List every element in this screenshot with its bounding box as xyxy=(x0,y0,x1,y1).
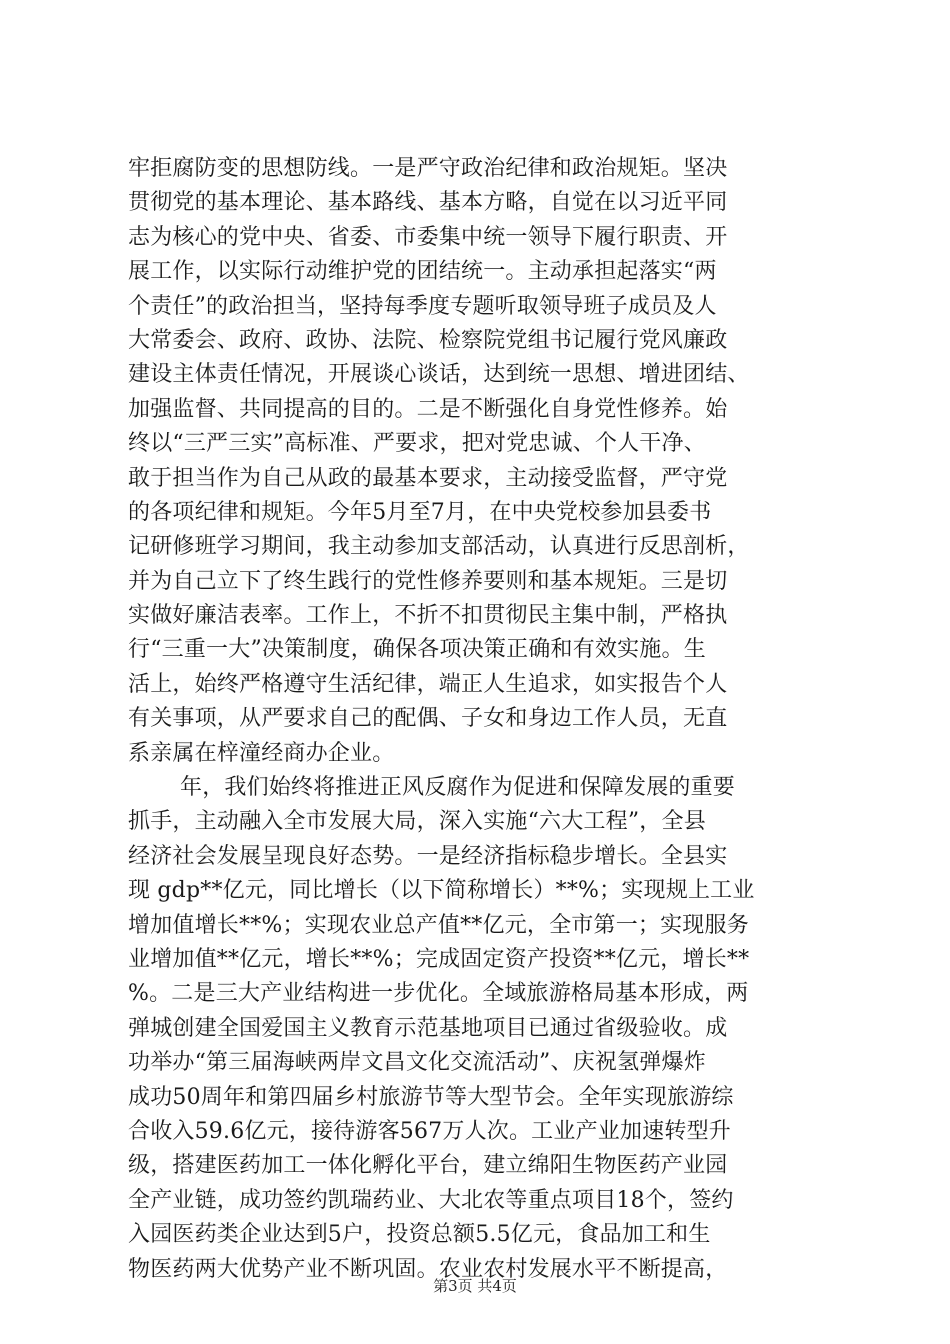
text-line: 志为核心的党中央、省委、市委集中统一领导下履行职责、开 xyxy=(128,224,728,250)
text-line: 经济社会发展呈现良好态势。一是经济指标稳步增长。全县实 xyxy=(128,843,728,869)
text-line: 全产业链，成功签约凯瑞药业、大北农等重点项目18个，签约 xyxy=(128,1187,734,1213)
text-line: 牢拒腐防变的思想防线。一是严守政治纪律和政治规矩。坚决 xyxy=(128,156,728,181)
text-line: 的各项纪律和规矩。今年5月至7月，在中央党校参加县委书 xyxy=(128,499,712,525)
text-line: 功举办“第三届海峡两岸文昌文化交流活动”、庆祝氢弹爆炸 xyxy=(128,1050,706,1076)
text-line: 增加值增长**%；实现农业总产值**亿元，全市第一；实现服务 xyxy=(128,912,749,938)
text-line: 成功50周年和第四届乡村旅游节等大型节会。全年实现旅游综 xyxy=(128,1084,734,1110)
text-line: 并为自己立下了终生践行的党性修养要则和基本规矩。三是切 xyxy=(128,568,728,594)
text-line: 记研修班学习期间，我主动参加支部活动，认真进行反思剖析， xyxy=(128,534,750,560)
text-line: 现 gdp**亿元，同比增长（以下简称增长）**%；实现规上工业 xyxy=(128,878,755,904)
text-line: 系亲属在梓潼经商办企业。 xyxy=(128,740,395,766)
text-line: 入园医药类企业达到5户，投资总额5.5亿元，食品加工和生 xyxy=(128,1222,711,1248)
text-line: 物医药两大优势产业不断巩固。农业农村发展水平不断提高， xyxy=(128,1256,728,1282)
text-line: 有关事项，从严要求自己的配偶、子女和身边工作人员，无直 xyxy=(128,706,728,732)
text-line: 终以“三严三实”高标准、严要求，把对党忠诚、个人干净、 xyxy=(128,431,706,457)
text-line: %。二是三大产业结构进一步优化。全域旅游格局基本形成，两 xyxy=(128,981,749,1007)
text-line: 个责任”的政治担当，坚持每季度专题听取领导班子成员及人 xyxy=(128,293,717,319)
paragraph-start-line: 年，我们始终将推进正风反腐作为促进和保障发展的重要 xyxy=(180,775,736,801)
text-line: 贯彻党的基本理论、基本路线、基本方略，自觉在以习近平同 xyxy=(128,190,728,216)
text-line: 实做好廉洁表率。工作上，不折不扣贯彻民主集中制，严格执 xyxy=(128,603,728,629)
text-line: 敢于担当作为自己从政的最基本要求，主动接受监督，严守党 xyxy=(128,465,728,491)
text-line: 合收入59.6亿元，接待游客567万人次。工业产业加速转型升 xyxy=(128,1118,731,1144)
text-line: 抓手，主动融入全市发展大局，深入实施“六大工程”，全县 xyxy=(128,809,706,835)
page-number-footer: 第3页 共4页 xyxy=(433,1277,517,1295)
text-line: 级，搭建医药加工一体化孵化平台，建立绵阳生物医药产业园 xyxy=(128,1153,728,1179)
text-line: 行“三重一大”决策制度，确保各项决策正确和有效实施。生 xyxy=(128,637,706,663)
text-line: 加强监督、共同提高的目的。二是不断强化自身党性修养。始 xyxy=(128,396,728,422)
text-line: 建设主体责任情况，开展谈心谈话，达到统一思想、增进团结、 xyxy=(128,362,750,388)
text-line: 展工作，以实际行动维护党的团结统一。主动承担起落实“两 xyxy=(128,259,717,285)
text-line: 弹城创建全国爱国主义教育示范基地项目已通过省级验收。成 xyxy=(128,1015,728,1041)
document-body xyxy=(128,152,828,1287)
text-line: 业增加值**亿元，增长**%；完成固定资产投资**亿元，增长** xyxy=(128,946,750,972)
text-line: 活上，始终严格遵守生活纪律，端正人生追求，如实报告个人 xyxy=(128,671,728,697)
text-line: 大常委会、政府、政协、法院、检察院党组书记履行党风廉政 xyxy=(128,327,728,353)
